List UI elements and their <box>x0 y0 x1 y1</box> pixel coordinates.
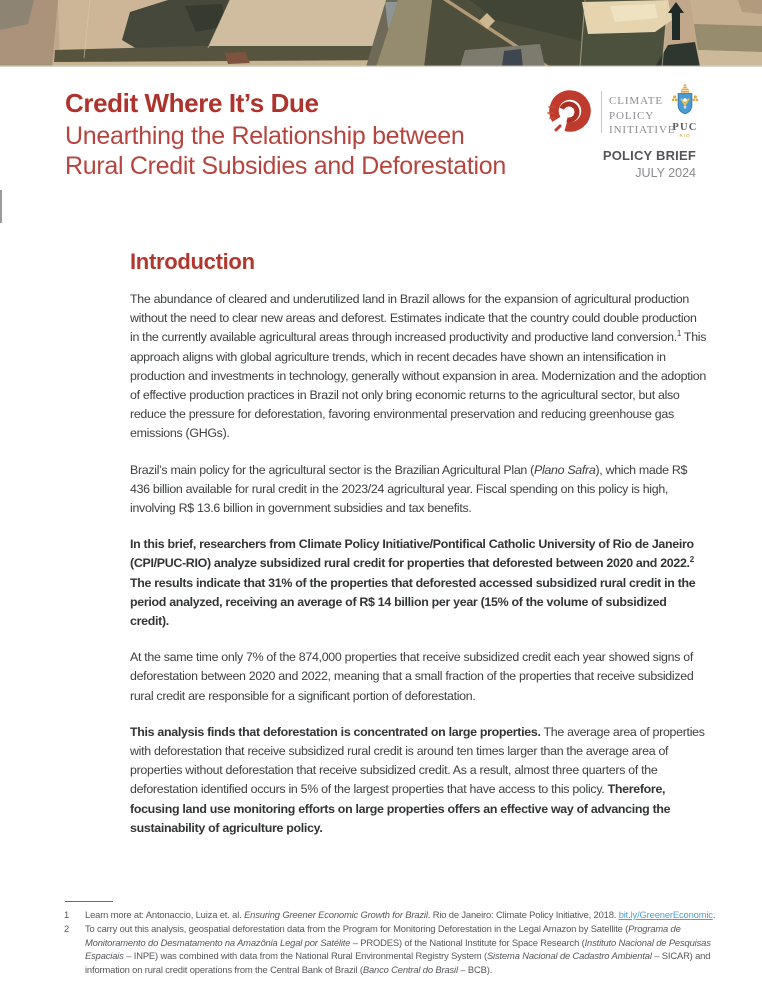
cpi-wordmark-line-1: CLIMATE <box>609 95 663 107</box>
text-run: In this brief, researchers from Climate Policy Initiative/Pontifical Catholic University of Rio de Janeiro (CPI/PUC-RIO) analyze subsidized rural credit for properties that deforested between 2020 and 2022. <box>130 537 694 571</box>
text-run: Therefore, focusing land use monitoring efforts on large properties offers an effective way of advancing the sustainability of agriculture policy. <box>130 782 671 835</box>
body-paragraph <box>130 461 707 519</box>
logo-group <box>546 84 706 140</box>
publication-meta <box>603 148 696 180</box>
body-paragraph <box>130 290 707 444</box>
publication-date: JULY 2024 <box>635 166 696 180</box>
text-run: The abundance of cleared and underutilized land in Brazil allows for the expansion of agricultural production without the need to clear new areas and deforest. Estimates indicate that the country could double production in the currently available agricultural areas through increased productivity and productive land conversion. <box>130 292 697 345</box>
text-run: Learn more at: Antonaccio, Luiza et. al. <box>85 909 245 920</box>
footnote-text <box>85 922 732 977</box>
text-run: Banco Central do Brasil <box>362 964 458 976</box>
text-run: 1 <box>676 329 682 339</box>
text-run: This analysis finds that deforestation is concentrated on large properties. <box>130 724 541 739</box>
aerial-farmland-illustration <box>0 0 762 67</box>
text-run: Brazil’s main policy for the agricultural sector is the Brazilian Agricultural Plan ( <box>130 462 534 477</box>
aerial-farmland-photo <box>0 0 762 67</box>
page-subtitle <box>65 121 506 181</box>
footnote-list <box>64 908 732 977</box>
text-run: – BCB). <box>457 964 493 976</box>
text-run: Programa de Monitoramento do Desmatamento na Amazônia Legal por Satélite <box>85 922 681 948</box>
text-run: At the same time only 7% of the 874,000 properties that receive subsidized credit each year showed signs of deforestation between 2020 and 2022, meaning that a small fraction of the properties that receive subsidized rural credit are responsible for a significant portion of deforestation. <box>130 650 694 703</box>
cpi-logo-icon <box>546 88 592 134</box>
puc-logo-sublabel: RIO <box>679 133 691 138</box>
footnote <box>64 922 732 977</box>
cpi-wordmark-line-2: POLICY <box>609 109 655 122</box>
text-run: The average area of properties with deforestation that receive subsidized rural credit is around ten times larger than the average area of properties without deforestation that receive subsidized credit. As a result, almost three quarters of the deforestation identified occurs in 5% of the largest properties that have access to this policy. <box>130 724 705 797</box>
puc-rio-logo <box>666 84 704 138</box>
footnote-link[interactable]: bit.ly/GreenerEconomic <box>618 909 713 920</box>
policy-brief-label: POLICY BRIEF <box>602 148 696 163</box>
text-run: . <box>712 909 716 920</box>
puc-crest-icon <box>670 84 700 122</box>
subtitle-line-1: Unearthing the Relationship between <box>65 122 465 150</box>
text-run: – INPE) was combined with data from the National Rural Environmental Registry System ( <box>123 950 487 962</box>
logo-divider <box>601 91 602 133</box>
text-run: – SICAR) and information on rural credit operations from the Central Bank of Brazil ( <box>85 950 711 976</box>
text-run: Plano Safra <box>534 462 596 477</box>
footnote-number: 2 <box>64 922 70 934</box>
cpi-wordmark-line-3: INITIATIVE <box>609 124 676 136</box>
footnote <box>64 908 732 922</box>
body-paragraph <box>130 723 707 838</box>
left-edge-artifact <box>0 190 2 223</box>
text-run: 2 <box>689 555 694 565</box>
footnote-number: 1 <box>64 909 70 920</box>
subtitle-line-2: Rural Credit Subsidies and Deforestation <box>65 152 507 180</box>
text-run: Sistema Nacional de Cadastro Ambiental <box>486 950 652 962</box>
text-run: To carry out this analysis, geospatial deforestation data from the Program for Monitoring Deforestation in the Legal Amazon by Satellite ( <box>85 922 629 934</box>
text-run: – PRODES) of the National Institute for Space Research ( <box>350 936 585 948</box>
text-run: This approach aligns with global agriculture trends, which in recent decades have shown an intensification in production and investments in technology, generally without expansion in area. Modernization and the adoption of effective production practices in Brazil not only bring economic returns to the agricultural sector, but also reduce the pressure for deforestation, favoring environmental preservation and reducing greenhouse gas emissions (GHGs). <box>130 330 707 441</box>
section-heading: Introduction <box>130 249 255 274</box>
text-run: Instituto Nacional de Pesquisas Espaciais <box>85 936 711 962</box>
text-run: ), which made R$ 436 billion available for rural credit in the 2023/24 agricultural year. Fiscal spending on this policy is high, involving R$ 13.6 billion in government subsidies and tax benefits. <box>130 462 688 516</box>
main-content <box>130 249 707 855</box>
title-block <box>65 88 506 181</box>
text-run: Ensuring Greener Economic Growth for Brazil <box>244 909 428 920</box>
footnote-rule <box>65 901 113 902</box>
puc-logo-label: PUC <box>672 122 698 133</box>
page-title: Credit Where It’s Due <box>65 88 319 118</box>
body-paragraph <box>130 648 707 706</box>
text-run: . Rio de Janeiro: Climate Policy Initiative, 2018. <box>427 909 619 920</box>
text-run: The results indicate that 31% of the properties that deforested accessed subsidized rural credit in the period analyzed, receiving an average of R$ 14 billion per year (15% of the volume of subsidized credit). <box>130 575 696 629</box>
intro-paragraphs <box>130 290 707 838</box>
footnote-text <box>85 908 732 922</box>
footnotes <box>64 901 732 977</box>
body-paragraph <box>130 535 707 631</box>
